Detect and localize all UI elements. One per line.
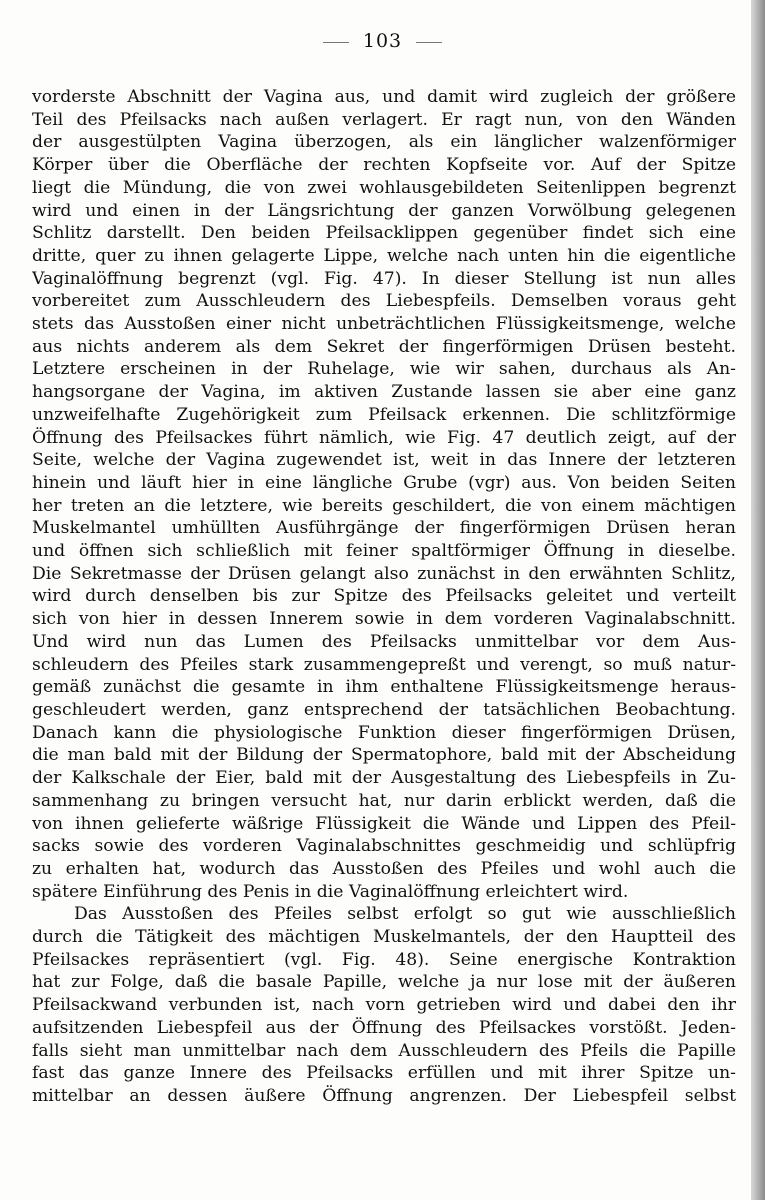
text-line: hat zur Folge, daß die basale Papille, welche ja nur lose mit der äußeren <box>32 972 736 993</box>
page-edge-shadow <box>751 0 765 1200</box>
text-line: wird und einen in der Längsrichtung der ganzen Vorwölbung gelegenen <box>32 200 736 221</box>
header-left-dash <box>323 42 349 43</box>
text-line: her treten an die letztere, wie bereits geschildert, die von einem mächtigen <box>32 495 736 516</box>
text-line: Pfeilsackes repräsentiert (vgl. Fig. 48). Seine energische Kontraktion <box>32 949 736 970</box>
text-line: sacks sowie des vorderen Vaginalabschnittes geschmeidig und schlüpfrig <box>32 836 736 857</box>
text-line: aus nichts anderem als dem Sekret der fingerförmigen Drüsen besteht. <box>32 336 736 357</box>
text-line: liegt die Mündung, die von zwei wohlausgebildeten Seitenlippen begrenzt <box>32 177 736 198</box>
text-line: spätere Einführung des Penis in die Vaginalöffnung erleichtert wird. <box>32 881 629 902</box>
paragraph-start-line: Das Ausstoßen des Pfeiles selbst erfolgt so gut wie ausschließlich <box>74 904 736 925</box>
text-line: Und wird nun das Lumen des Pfeilsacks unmittelbar vor dem Aus- <box>32 631 736 652</box>
page-number: 103 <box>362 30 403 52</box>
text-line: Pfeilsackwand verbunden ist, nach vorn getrieben wird und dabei den ihr <box>32 995 736 1016</box>
body-text <box>32 86 736 1108</box>
text-line: und öffnen sich schließlich mit feiner spaltförmiger Öffnung in dieselbe. <box>32 541 736 562</box>
text-line: die man bald mit der Bildung der Spermatophore, bald mit der Abscheidung <box>32 745 736 766</box>
text-line: vorderste Abschnitt der Vagina aus, und damit wird zugleich der größere <box>32 87 736 107</box>
text-line: Danach kann die physiologische Funktion dieser fingerförmigen Drüsen, <box>32 722 736 743</box>
text-line: falls sieht man unmittelbar nach dem Ausschleudern des Pfeils die Papille <box>32 1040 736 1061</box>
text-line: von ihnen gelieferte wäßrige Flüssigkeit die Wände und Lippen des Pfeil- <box>32 813 736 834</box>
text-line: geschleudert werden, ganz entsprechend der tatsächlichen Beobachtung. <box>32 699 736 720</box>
text-line: der ausgestülpten Vagina überzogen, als ein länglicher walzenförmiger <box>32 132 736 153</box>
text-line: Teil des Pfeilsacks nach außen verlagert. Er ragt nun, von den Wänden <box>32 109 736 130</box>
text-line: stets das Ausstoßen einer nicht unbeträchtlichen Flüssigkeitsmenge, welche <box>32 314 736 335</box>
text-line: Die Sekretmasse der Drüsen gelangt also zunächst in den erwähnten Schlitz, <box>32 563 736 584</box>
text-line: gemäß zunächst die gesamte in ihm enthaltene Flüssigkeitsmenge heraus- <box>32 677 736 698</box>
text-line: wird durch denselben bis zur Spitze des Pfeilsacks geleitet und verteilt <box>32 586 736 607</box>
text-line: hinein und läuft hier in eine längliche Grube (vgr) aus. Von beiden Seiten <box>32 472 736 493</box>
text-line: sich von hier in dessen Innerem sowie in dem vorderen Vaginalabschnitt. <box>32 609 736 630</box>
text-line: sammenhang zu bringen versucht hat, nur darin erblickt werden, daß die <box>32 790 736 811</box>
text-line: dritte, quer zu ihnen gelagerte Lippe, welche nach unten hin die eigentliche <box>32 245 736 266</box>
page-header <box>0 30 765 52</box>
text-line: hangsorgane der Vagina, im aktiven Zustande lassen sie aber eine ganz <box>32 382 736 403</box>
text-line: vorbereitet zum Ausschleudern des Liebespfeils. Demselben voraus geht <box>32 291 736 312</box>
text-line: mittelbar an dessen äußere Öffnung angrenzen. Der Liebespfeil selbst <box>32 1085 736 1106</box>
text-line: schleudern des Pfeiles stark zusammengepreßt und verengt, so muß natur- <box>32 654 736 675</box>
text-line: fast das ganze Innere des Pfeilsacks erfüllen und mit ihrer Spitze un- <box>32 1063 736 1084</box>
text-line: Seite, welche der Vagina zugewendet ist, weit in das Innere der letzteren <box>32 450 736 471</box>
text-line: Letztere erscheinen in der Ruhelage, wie wir sahen, durchaus als An- <box>32 359 736 380</box>
text-line: Vaginalöffnung begrenzt (vgl. Fig. 47). In dieser Stellung ist nun alles <box>32 268 736 289</box>
header-right-dash <box>416 42 442 43</box>
text-line: Muskelmantel umhüllten Ausführgänge der fingerförmigen Drüsen heran <box>32 518 736 539</box>
text-line: zu erhalten hat, wodurch das Ausstoßen des Pfeiles und wohl auch die <box>32 858 736 879</box>
text-line: Öffnung des Pfeilsackes führt nämlich, wie Fig. 47 deutlich zeigt, auf der <box>32 427 736 448</box>
text-line: aufsitzenden Liebespfeil aus der Öffnung des Pfeilsackes vorstößt. Jeden- <box>32 1017 736 1038</box>
text-line: durch die Tätigkeit des mächtigen Muskelmantels, der den Hauptteil des <box>32 927 736 948</box>
text-line: Schlitz darstellt. Den beiden Pfeilsacklippen gegenüber findet sich eine <box>32 223 736 244</box>
text-line: Körper über die Oberfläche der rechten Kopfseite vor. Auf der Spitze <box>32 155 736 176</box>
text-line: der Kalkschale der Eier, bald mit der Ausgestaltung des Liebespfeils in Zu- <box>32 768 736 789</box>
text-line: unzweifelhafte Zugehörigkeit zum Pfeilsack erkennen. Die schlitzförmige <box>32 404 736 425</box>
